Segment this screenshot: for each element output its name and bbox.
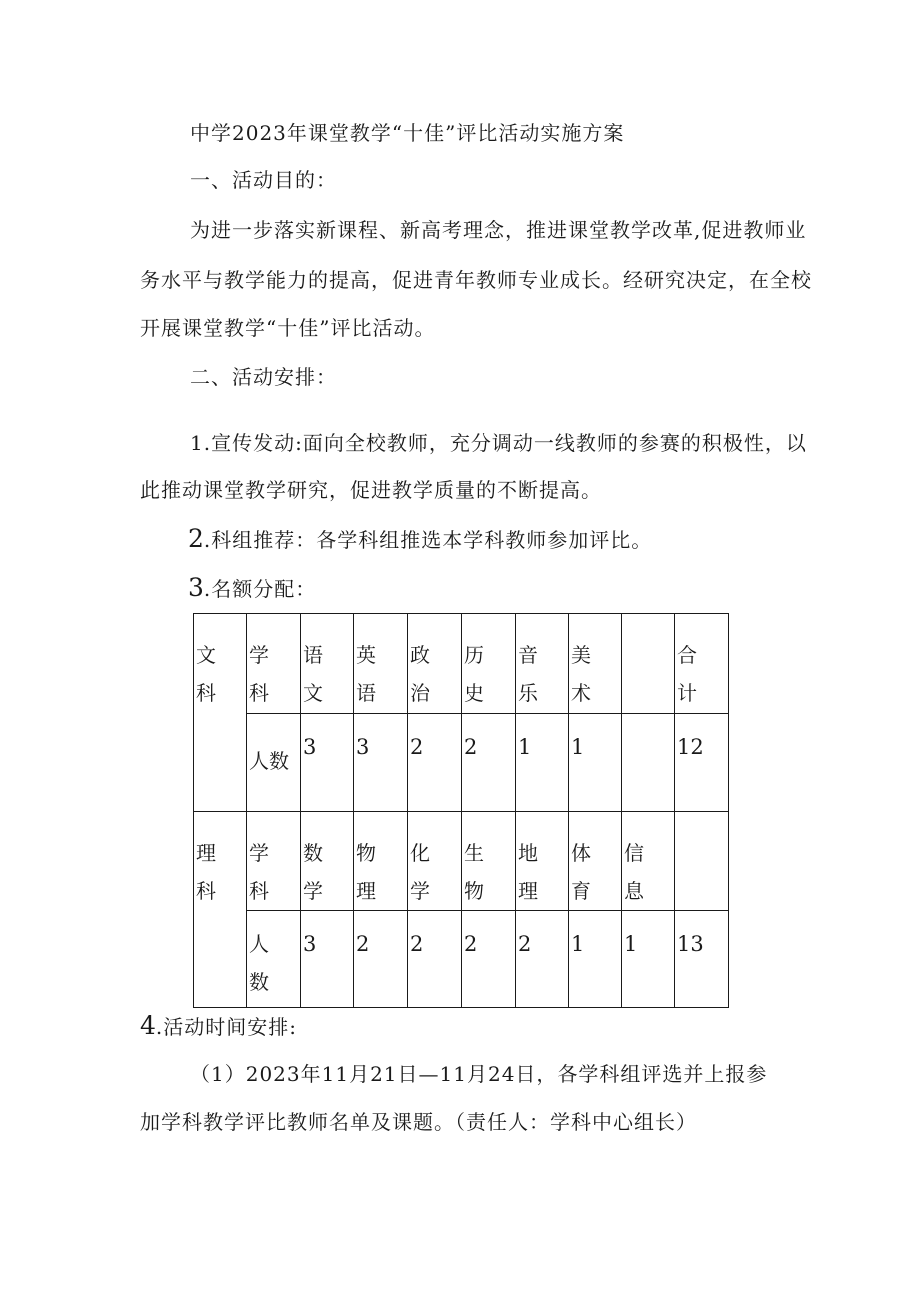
subject-cell: 信息 — [622, 812, 675, 911]
count-cell: 2 — [462, 911, 516, 1008]
item2-text: .科组推荐：各学科组推选本学科教师参加评比。 — [203, 528, 653, 552]
section1-paragraph-line3: 开展课堂教学“十佳”评比活动。 — [140, 316, 436, 340]
group-cell-wenke: 文科 — [194, 614, 247, 812]
count-cell-total: 13 — [675, 911, 729, 1008]
subject-cell: 政治 — [408, 614, 462, 714]
count-cell: 1 — [622, 911, 675, 1008]
item1-line2: 此推动课堂教学研究，促进教学质量的不断提高。 — [140, 478, 602, 502]
item3-number: 3 — [188, 573, 204, 602]
subject-cell: 数学 — [301, 812, 354, 911]
count-cell: 2 — [408, 911, 462, 1008]
subject-cell: 生物 — [462, 812, 516, 911]
quota-table — [193, 613, 729, 1008]
subject-cell: 地理 — [516, 812, 569, 911]
item3 — [188, 574, 316, 603]
section1-paragraph-line2: 务水平与教学能力的提高，促进青年教师专业成长。经研究决定，在全校 — [140, 268, 812, 292]
table-row-wenke-counts — [194, 714, 729, 812]
item4-sub1-line2: 加学科教学评比教师名单及课题。（责任人：学科中心组长） — [140, 1110, 697, 1134]
table-row-wenke-subjects — [194, 614, 729, 714]
subject-cell-total: 合计 — [675, 614, 729, 714]
doc-title: 中学2023年课堂教学“十佳”评比活动实施方案 — [190, 121, 625, 145]
section1-paragraph-line1: 为进一步落实新课程、新高考理念，推进课堂教学改革,促进教师业 — [190, 218, 807, 242]
subject-cell — [622, 614, 675, 714]
table-row-like-counts — [194, 911, 729, 1008]
subject-cell: 体育 — [569, 812, 622, 911]
label-cell-count: 人数 — [247, 911, 301, 1008]
section2-heading: 二、活动安排： — [190, 365, 337, 389]
count-cell: 2 — [516, 911, 569, 1008]
item2 — [188, 525, 652, 554]
count-cell: 2 — [354, 911, 408, 1008]
count-cell: 3 — [301, 911, 354, 1008]
count-cell: 1 — [569, 911, 622, 1008]
item4 — [140, 1012, 297, 1041]
count-cell-total: 12 — [675, 714, 729, 812]
count-cell: 2 — [408, 714, 462, 812]
section1-heading: 一、活动目的： — [190, 168, 337, 192]
item1-line1: 1.宣传发动:面向全校教师，充分调动一线教师的参赛的积极性，以 — [190, 431, 807, 455]
subject-cell: 化学 — [408, 812, 462, 911]
item2-number: 2 — [188, 524, 204, 553]
subject-cell: 美术 — [569, 614, 622, 714]
count-cell: 3 — [301, 714, 354, 812]
label-cell-count: 人数 — [247, 714, 301, 812]
subject-cell: 物理 — [354, 812, 408, 911]
group-cell-like: 理科 — [194, 812, 247, 1008]
subject-cell: 历史 — [462, 614, 516, 714]
label-cell-subject: 学科 — [247, 812, 301, 911]
item4-sub1-line1: （1）2023年11月21日—11月24日，各学科组评选并上报参 — [190, 1062, 768, 1086]
item3-text: .名额分配： — [203, 577, 317, 601]
count-cell: 2 — [462, 714, 516, 812]
subject-cell: 英语 — [354, 614, 408, 714]
count-cell: 3 — [354, 714, 408, 812]
count-cell: 1 — [569, 714, 622, 812]
count-cell — [622, 714, 675, 812]
subject-cell-total — [675, 812, 729, 911]
label-cell-subject: 学科 — [247, 614, 301, 714]
subject-cell: 语文 — [301, 614, 354, 714]
table-row-like-subjects — [194, 812, 729, 911]
count-cell: 1 — [516, 714, 569, 812]
item4-number: 4 — [140, 1011, 156, 1040]
item4-text: .活动时间安排: — [155, 1015, 298, 1039]
subject-cell: 音乐 — [516, 614, 569, 714]
